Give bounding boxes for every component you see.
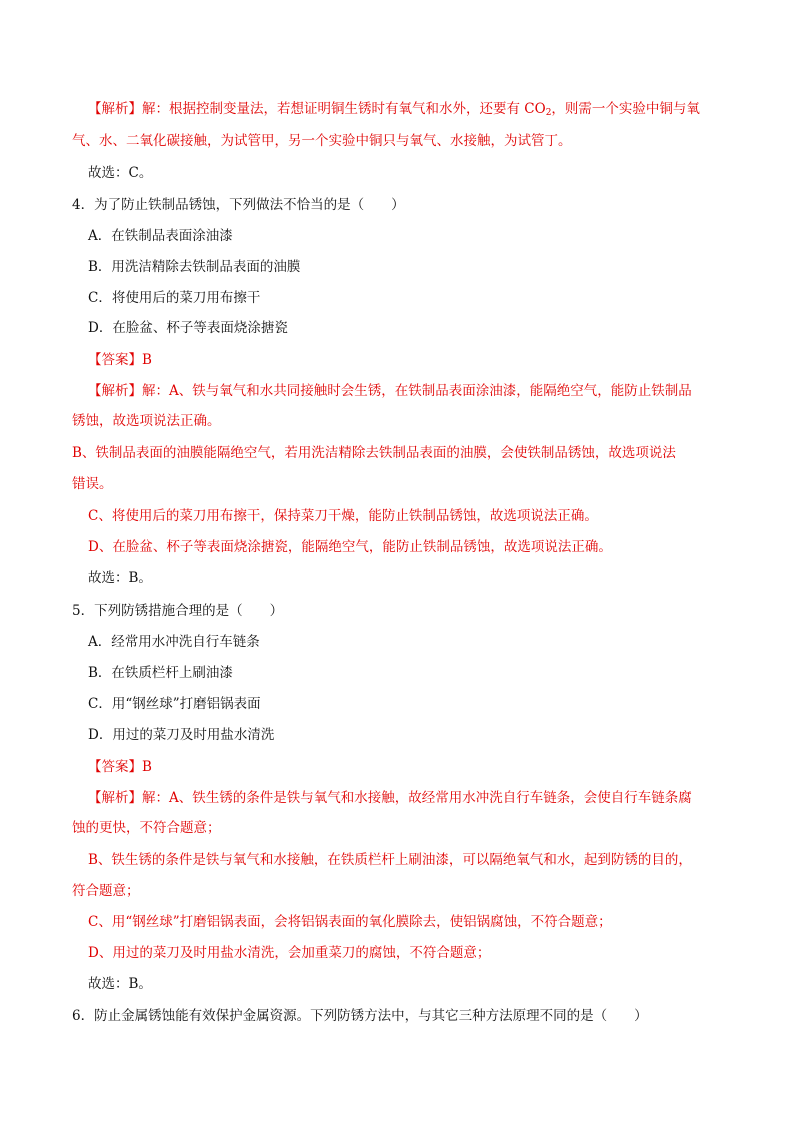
q4-option-c: C．将使用后的菜刀用布擦干 bbox=[88, 290, 261, 306]
q4-option-d: D．在脸盆、杯子等表面烧涂搪瓷 bbox=[88, 320, 288, 336]
q3-analysis-line-1 bbox=[88, 99, 700, 119]
q5-option-a: A．经常用水冲洗自行车链条 bbox=[88, 634, 260, 650]
q5-option-d: D．用过的菜刀及时用盐水清洗 bbox=[88, 727, 275, 743]
q3-analysis-text-cont: ，则需一个实验中铜与氧 bbox=[551, 101, 700, 117]
q5-option-c: C．用“钢丝球”打磨铝锅表面 bbox=[88, 696, 261, 712]
q5-conclusion: 故选：B。 bbox=[88, 976, 152, 992]
q5-question: 5．下列防锈措施合理的是（ ） bbox=[72, 603, 284, 619]
q4-analysis-line-6: D、在脸盆、杯子等表面烧涂搪瓷，能隔绝空气，能防止铁制品锈蚀，故选项说法正确。 bbox=[88, 539, 612, 555]
q5-analysis-line-2: 蚀的更快，不符合题意； bbox=[72, 820, 221, 836]
q4-conclusion: 故选：B。 bbox=[88, 570, 152, 586]
q5-analysis-line-1: 【解析】解：A、铁生锈的条件是铁与氧气和水接触，故经常用水冲洗自行车链条，会使自行车链条腐 bbox=[88, 790, 692, 806]
q4-analysis-line-3: B、铁制品表面的油膜能隔绝空气，若用洗洁精除去铁制品表面的油膜，会使铁制品锈蚀，故选项说法 bbox=[72, 445, 676, 461]
q3-analysis-text: 【解析】解：根据控制变量法，若想证明铜生锈时有氧气和水外，还要有 CO bbox=[88, 101, 546, 117]
q4-analysis-line-5: C、将使用后的菜刀用布擦干，保持菜刀干燥，能防止铁制品锈蚀，故选项说法正确。 bbox=[88, 508, 598, 524]
q3-conclusion: 故选：C。 bbox=[88, 165, 153, 181]
q5-analysis-line-5: C、用“钢丝球”打磨铝锅表面，会将铝锅表面的氧化膜除去，使铝锅腐蚀，不符合题意； bbox=[88, 914, 612, 930]
q4-analysis-line-2: 锈蚀，故选项说法正确。 bbox=[72, 413, 221, 429]
q5-analysis-line-6: D、用过的菜刀及时用盐水清洗，会加重菜刀的腐蚀，不符合题意； bbox=[88, 945, 491, 961]
q3-analysis-line-2: 气、水、二氧化碳接触，为试管甲，另一个实验中铜只与氧气、水接触，为试管丁。 bbox=[72, 133, 572, 149]
q4-answer: 【答案】B bbox=[88, 352, 152, 368]
q4-option-a: A．在铁制品表面涂油漆 bbox=[88, 228, 233, 244]
q4-question: 4．为了防止铁制品锈蚀，下列做法不恰当的是（ ） bbox=[72, 197, 405, 213]
q6-question: 6．防止金属锈蚀能有效保护金属资源。下列防锈方法中，与其它三种方法原理不同的是（ ） bbox=[72, 1008, 648, 1024]
q5-answer: 【答案】B bbox=[88, 759, 152, 775]
q5-option-b: B．在铁质栏杆上刷油漆 bbox=[88, 665, 233, 681]
co2-subscript: 2 bbox=[545, 108, 552, 118]
q4-analysis-line-4: 错误。 bbox=[72, 476, 113, 492]
q4-option-b: B．用洗洁精除去铁制品表面的油膜 bbox=[88, 259, 301, 275]
q5-analysis-line-4: 符合题意； bbox=[72, 883, 140, 899]
q4-analysis-line-1: 【解析】解：A、铁与氧气和水共同接触时会生锈，在铁制品表面涂油漆，能隔绝空气，能防止铁制品 bbox=[88, 383, 692, 399]
q5-analysis-line-3: B、铁生锈的条件是铁与氧气和水接触，在铁质栏杆上刷油漆，可以隔绝氧气和水，起到防锈的目的， bbox=[88, 852, 692, 868]
